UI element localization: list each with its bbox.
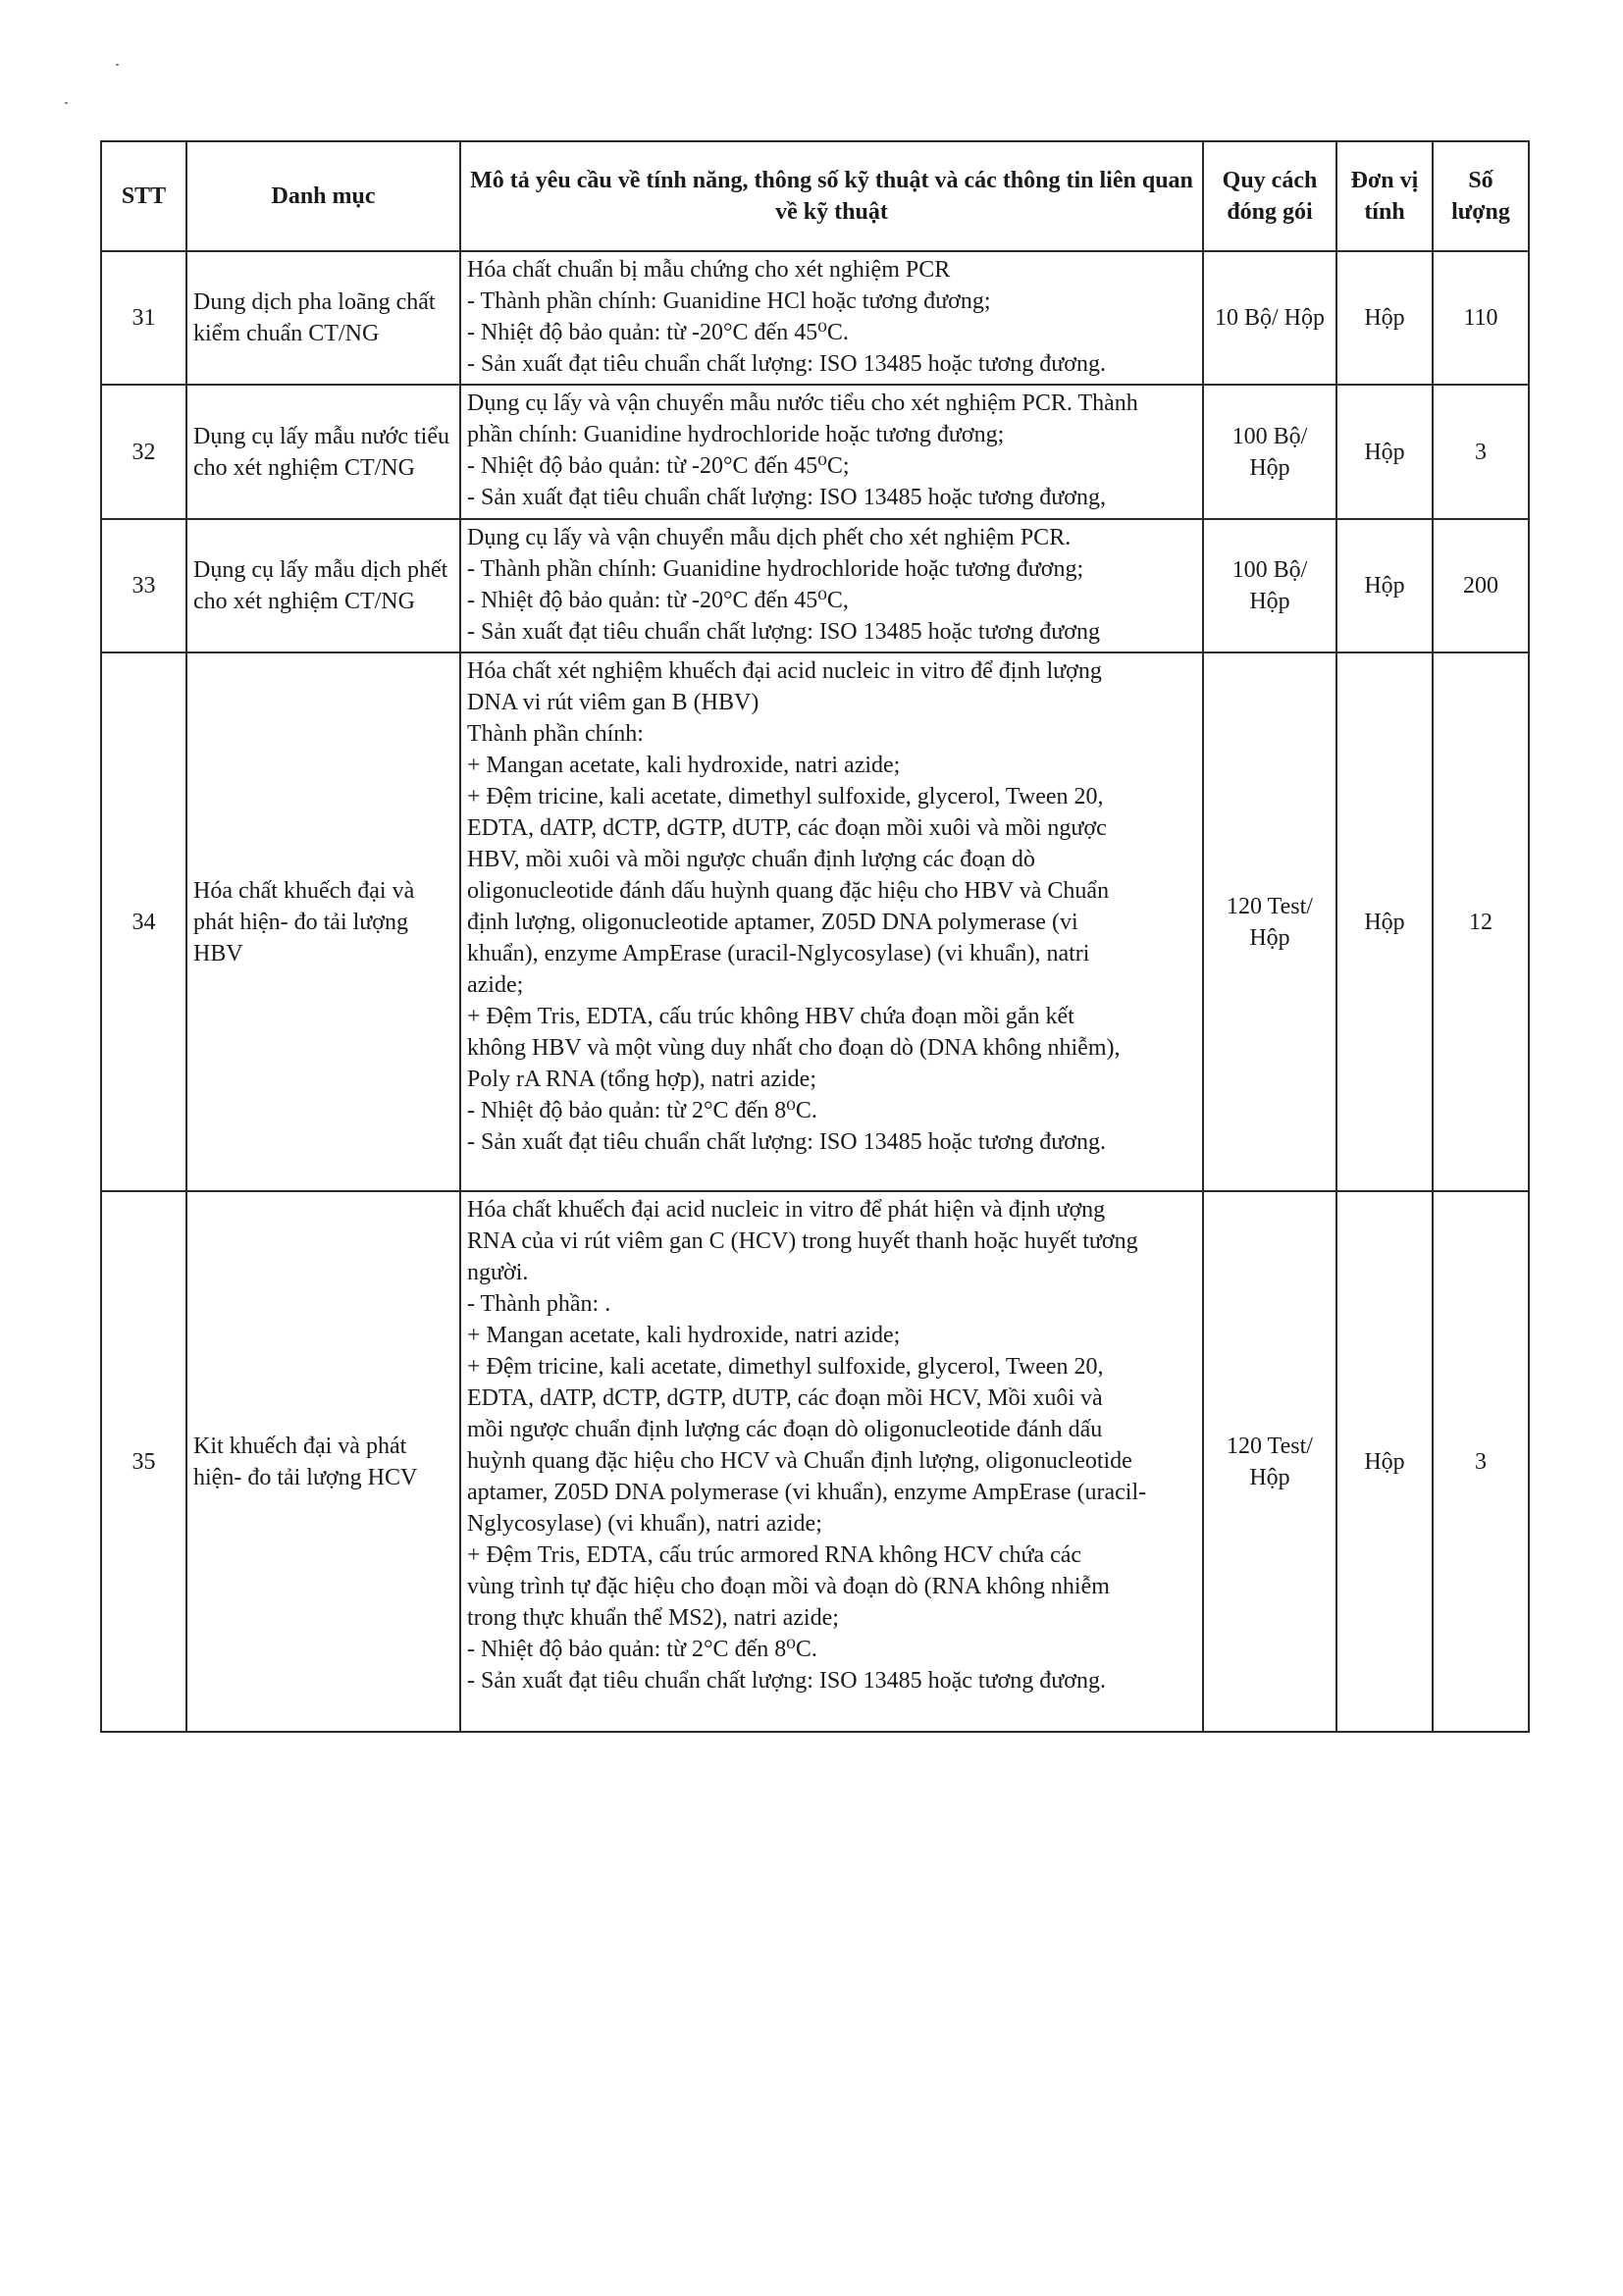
description-line: không HBV và một vùng duy nhất cho đoạn dò (DNA không nhiễm), (467, 1035, 1121, 1061)
description-line: + Đệm Tris, EDTA, cấu trúc không HBV chứa đoạn mồi gắn kết (467, 1004, 1074, 1029)
description-line: RNA của vi rút viêm gan C (HCV) trong huyết thanh hoặc huyết tương (467, 1228, 1138, 1254)
row-stt: 34 (101, 652, 186, 1191)
description-line: - Nhiệt độ bảo quản: từ 2°C đến 8⁰C. (467, 1637, 817, 1662)
row-stt: 32 (101, 385, 186, 519)
description-line: - Nhiệt độ bảo quản: từ 2°C đến 8⁰C. (467, 1098, 817, 1123)
row-unit: Hộp (1336, 251, 1433, 385)
row-description (460, 251, 1203, 385)
row-category: Dung dịch pha loãng chất kiểm chuẩn CT/NG (186, 251, 460, 385)
row-quantity: 200 (1433, 519, 1529, 652)
row-packaging: 120 Test/ Hộp (1203, 1191, 1336, 1732)
scan-speck (65, 102, 68, 104)
table-row (101, 251, 1529, 385)
row-quantity: 3 (1433, 385, 1529, 519)
description-line: khuẩn), enzyme AmpErase (uracil-Nglycosylase) (vi khuẩn), natri (467, 941, 1090, 966)
description-line: - Sản xuất đạt tiêu chuẩn chất lượng: ISO 13485 hoặc tương đương. (467, 1129, 1106, 1155)
row-packaging: 100 Bộ/ Hộp (1203, 519, 1336, 652)
description-line: + Đệm tricine, kali acetate, dimethyl sulfoxide, glycerol, Tween 20, (467, 1354, 1104, 1380)
description-line: + Mangan acetate, kali hydroxide, natri azide; (467, 1323, 901, 1348)
table-body (101, 251, 1529, 1732)
row-category: Kit khuếch đại và phát hiện- đo tải lượng HCV (186, 1191, 460, 1732)
row-quantity: 3 (1433, 1191, 1529, 1732)
description-line: - Sản xuất đạt tiêu chuẩn chất lượng: ISO 13485 hoặc tương đương (467, 619, 1100, 645)
row-unit: Hộp (1336, 519, 1433, 652)
description-line: EDTA, dATP, dCTP, dGTP, dUTP, các đoạn mồi xuôi và mồi ngược (467, 815, 1107, 841)
row-description (460, 519, 1203, 652)
description-line: người. (467, 1260, 529, 1285)
description-line: - Nhiệt độ bảo quản: từ -20°C đến 45⁰C; (467, 453, 850, 479)
description-line: trong thực khuẩn thể MS2), natri azide; (467, 1605, 839, 1631)
row-packaging: 10 Bộ/ Hộp (1203, 251, 1336, 385)
description-line: aptamer, Z05D DNA polymerase (vi khuẩn), enzyme AmpErase (uracil- (467, 1480, 1147, 1505)
row-quantity: 110 (1433, 251, 1529, 385)
header-unit: Đơn vị tính (1336, 141, 1433, 251)
header-category: Danh mục (186, 141, 460, 251)
description-line: Nglycosylase) (vi khuẩn), natri azide; (467, 1511, 822, 1537)
row-description (460, 652, 1203, 1191)
table-row (101, 1191, 1529, 1732)
row-unit: Hộp (1336, 652, 1433, 1191)
row-unit: Hộp (1336, 385, 1433, 519)
description-line: Hóa chất khuếch đại acid nucleic in vitro để phát hiện và định ượng (467, 1197, 1106, 1223)
description-line: - Nhiệt độ bảo quản: từ -20°C đến 45⁰C. (467, 320, 849, 345)
row-unit: Hộp (1336, 1191, 1433, 1732)
row-description (460, 1191, 1203, 1732)
description-line: Dụng cụ lấy và vận chuyển mẫu nước tiểu cho xét nghiệm PCR. Thành (467, 391, 1138, 416)
row-packaging: 100 Bộ/ Hộp (1203, 385, 1336, 519)
header-quantity: Số lượng (1433, 141, 1529, 251)
row-quantity: 12 (1433, 652, 1529, 1191)
row-description (460, 385, 1203, 519)
table-header-row (101, 141, 1529, 251)
row-category: Dụng cụ lấy mẫu nước tiểu cho xét nghiệm CT/NG (186, 385, 460, 519)
description-line: Dụng cụ lấy và vận chuyển mẫu dịch phết cho xét nghiệm PCR. (467, 525, 1072, 550)
description-line: phần chính: Guanidine hydrochloride hoặc tương đương; (467, 422, 1005, 447)
description-line: oligonucleotide đánh dấu huỳnh quang đặc hiệu cho HBV và Chuẩn (467, 878, 1110, 904)
description-line: - Thành phần chính: Guanidine hydrochloride hoặc tương đương; (467, 556, 1084, 582)
description-line: vùng trình tự đặc hiệu cho đoạn mồi và đoạn dò (RNA không nhiễm (467, 1574, 1110, 1599)
description-line: + Đệm tricine, kali acetate, dimethyl sulfoxide, glycerol, Tween 20, (467, 784, 1104, 809)
header-description: Mô tả yêu cầu về tính năng, thông số kỹ thuật và các thông tin liên quan về kỹ thuật (460, 141, 1203, 251)
description-line: - Sản xuất đạt tiêu chuẩn chất lượng: ISO 13485 hoặc tương đương. (467, 351, 1106, 377)
description-line: DNA vi rút viêm gan B (HBV) (467, 690, 759, 715)
description-line: Poly rA RNA (tổng hợp), natri azide; (467, 1067, 816, 1092)
row-category: Dụng cụ lấy mẫu dịch phết cho xét nghiệm CT/NG (186, 519, 460, 652)
description-line: - Thành phần: . (467, 1291, 611, 1317)
specification-table (100, 140, 1530, 1733)
description-line: - Thành phần chính: Guanidine HCl hoặc tương đương; (467, 288, 991, 314)
description-line: - Sản xuất đạt tiêu chuẩn chất lượng: ISO 13485 hoặc tương đương, (467, 485, 1106, 510)
description-line: EDTA, dATP, dCTP, dGTP, dUTP, các đoạn mồi HCV, Mồi xuôi và (467, 1385, 1103, 1411)
table-row (101, 385, 1529, 519)
row-stt: 31 (101, 251, 186, 385)
table-row (101, 652, 1529, 1191)
row-packaging: 120 Test/ Hộp (1203, 652, 1336, 1191)
description-line: + Đệm Tris, EDTA, cấu trúc armored RNA không HCV chứa các (467, 1542, 1082, 1568)
description-line: Hóa chất xét nghiệm khuếch đại acid nucleic in vitro để định lượng (467, 658, 1102, 684)
description-line: + Mangan acetate, kali hydroxide, natri azide; (467, 753, 901, 778)
description-line: Hóa chất chuẩn bị mẫu chứng cho xét nghiệm PCR (467, 257, 951, 283)
description-line: - Sản xuất đạt tiêu chuẩn chất lượng: ISO 13485 hoặc tương đương. (467, 1668, 1106, 1694)
description-line: định lượng, oligonucleotide aptamer, Z05D DNA polymerase (vi (467, 910, 1078, 935)
description-line: HBV, mồi xuôi và mồi ngược chuẩn định lượng các đoạn dò (467, 847, 1035, 872)
description-line: azide; (467, 972, 524, 998)
header-packaging: Quy cách đóng gói (1203, 141, 1336, 251)
scan-speck (116, 64, 119, 66)
row-category: Hóa chất khuếch đại và phát hiện- đo tải lượng HBV (186, 652, 460, 1191)
description-line: - Nhiệt độ bảo quản: từ -20°C đến 45⁰C, (467, 588, 849, 613)
table-row (101, 519, 1529, 652)
description-line: Thành phần chính: (467, 721, 644, 747)
header-stt: STT (101, 141, 186, 251)
description-line: huỳnh quang đặc hiệu cho HCV và Chuẩn định lượng, oligonucleotide (467, 1448, 1132, 1474)
description-line: mồi ngược chuẩn định lượng các đoạn dò oligonucleotide đánh dấu (467, 1417, 1103, 1442)
row-stt: 33 (101, 519, 186, 652)
row-stt: 35 (101, 1191, 186, 1732)
